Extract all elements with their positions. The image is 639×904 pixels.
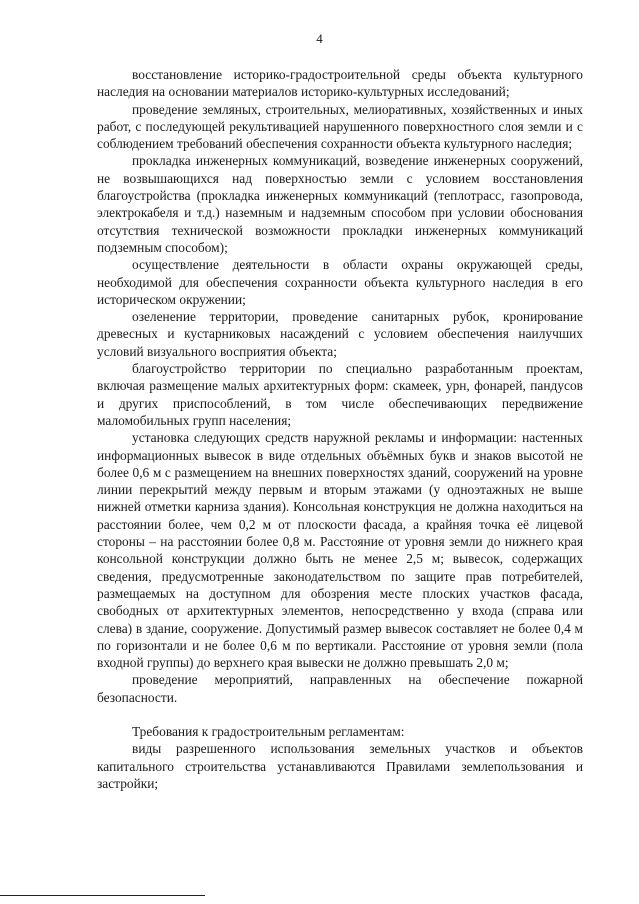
paragraph: прокладка инженерных коммуникаций, возведение инженерных сооружений, не возвышающихся над поверхностью земли с условием восстановления благоустройства (прокладка инженерных коммуникаций (теплотрасс, газопровода, электрокабеля и т.д.) наземным и надземным способом при условии обоснования отсутствия технической возможности прокладки инженерных коммуникаций подземным способом); [97, 153, 583, 255]
paragraph: благоустройство территории по специально разработанным проектам, включая размещение малых архитектурных форм: скамеек, урн, фонарей, пандусов и других приспособлений, в том числе обеспечивающих передвижение маломобильных групп населения; [97, 361, 583, 428]
section-heading: Требования к градостроительным регламентам: [132, 723, 405, 739]
paragraph: проведение земляных, строительных, мелиоративных, хозяйственных и иных работ, с последующей рекультивацией нарушенного поверхностного слоя земли и с соблюдением требований обеспечения сохранности объекта культурного наследия; [97, 101, 583, 152]
document-body [97, 66, 583, 792]
paragraph: осуществление деятельности в области охраны окружающей среды, необходимой для обеспечения сохранности объекта культурного наследия в его историческом окружении; [97, 257, 583, 307]
footer-rule [0, 895, 205, 896]
paragraph: озеленение территории, проведение санитарных рубок, кронирование древесных и кустарниковых насаждений с условием обеспечения наилучших условий визуального восприятия объекта; [97, 309, 583, 359]
paragraph: проведение мероприятий, направленных на обеспечение пожарной безопасности. [97, 672, 583, 705]
paragraph: восстановление историко-градостроительной среды объекта культурного наследия на основании материалов историко-культурных исследований; [97, 67, 583, 100]
paragraph: установка следующих средств наружной рекламы и информации: настенных информационных вывесок в виде отдельных объёмных букв и знаков высотой не более 0,6 м с размещением на внешних поверхностях зданий, сооружений на уровне линии перекрытий между первым и вторым этажами (у одноэтажных не выше нижней отметки карниза здания). Консольная конструкция не должна находиться на расстоянии более, чем 0,2 м от плоскости фасада, а крайняя точка её лицевой стороны – на расстоянии более 0,8 м. Расстояние от уровня земли до нижнего края консольной конструкции должно быть не менее 2,5 м; вывесок, содержащих сведения, предусмотренные законодательством по защите прав потребителей, размещаемых на доступном для обозрения месте плоских участков фасада, свободных от архитектурных элементов, непосредственно у входа (справа или слева) в здание, сооружение. Допустимый размер вывесок составляет не более 0,4 м по горизонтали и не более 0,6 м по вертикали. Расстояние от уровня земли (пола входной группы) до верхнего края вывески не должно превышать 2,0 м; [97, 430, 583, 671]
paragraph: виды разрешенного использования земельных участков и объектов капитального строительства устанавливаются Правилами землепользования и застройки; [97, 741, 583, 791]
page-number: 4 [316, 31, 323, 46]
